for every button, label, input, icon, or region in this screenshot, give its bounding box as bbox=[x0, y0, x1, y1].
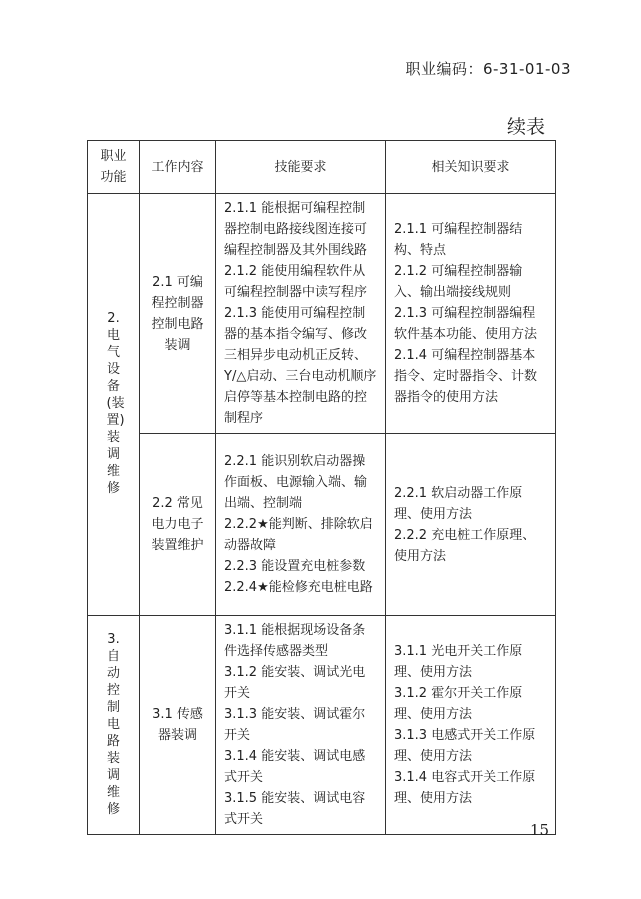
skill-item: 2.2.1 能识别软启动器操作面板、电源输入端、输出端、控制端 bbox=[224, 454, 368, 511]
knowledge-item: 3.1.1 光电开关工作原理、使用方法 bbox=[394, 644, 523, 680]
skills-table bbox=[87, 140, 556, 835]
content-cell: 2.1 可编程控制器控制电路装调 bbox=[140, 194, 216, 434]
page-number: 15 bbox=[530, 821, 550, 839]
function-label: 3. 自动控制电路装调维修 bbox=[106, 631, 120, 817]
knowledge-cell bbox=[386, 434, 556, 616]
header-skills: 技能要求 bbox=[216, 141, 386, 194]
knowledge-item: 2.1.1 可编程控制器结构、特点 bbox=[394, 222, 523, 258]
header-function: 职业功能 bbox=[88, 141, 140, 194]
skill-item: 2.1.3 能使用可编程控制器的基本指令编写、修改三相异步电动机正反转、Y/△启动、三台电动机顺序启停等基本控制电路的控制程序 bbox=[224, 306, 377, 426]
skill-item: 3.1.3 能安装、调试霍尔开关 bbox=[224, 707, 366, 743]
table-row bbox=[88, 616, 556, 835]
skill-item: 3.1.5 能安装、调试电容式开关 bbox=[224, 791, 366, 827]
content-cell: 3.1 传感器装调 bbox=[140, 616, 216, 835]
header-knowledge: 相关知识要求 bbox=[386, 141, 556, 194]
knowledge-item: 3.1.4 电容式开关工作原理、使用方法 bbox=[394, 770, 536, 806]
skill-item: 3.1.4 能安装、调试电感式开关 bbox=[224, 749, 366, 785]
occupation-code: 职业编码：6-31-01-03 bbox=[405, 60, 571, 78]
knowledge-item: 2.2.1 软启动器工作原理、使用方法 bbox=[394, 485, 523, 522]
skills-cell bbox=[216, 616, 386, 835]
knowledge-item: 2.2.2 充电桩工作原理、使用方法 bbox=[394, 527, 536, 564]
knowledge-cell bbox=[386, 616, 556, 835]
function-label: 2. 电气设备(装置)装调维修 bbox=[106, 311, 125, 496]
skill-item: 2.2.3 能设置充电桩参数 bbox=[224, 559, 366, 574]
skills-cell bbox=[216, 434, 386, 616]
knowledge-item: 2.1.3 可编程控制器编程软件基本功能、使用方法 bbox=[394, 306, 538, 342]
skill-item: 2.1.1 能根据可编程控制器控制电路接线图连接可编程控制器及其外围线路 bbox=[224, 201, 368, 258]
content-cell: 2.2 常见电力电子装置维护 bbox=[140, 434, 216, 616]
skill-item: 2.2.2★能判断、排除软启动器故障 bbox=[224, 517, 373, 553]
knowledge-cell bbox=[386, 194, 556, 434]
knowledge-item: 3.1.2 霍尔开关工作原理、使用方法 bbox=[394, 686, 523, 722]
skill-item: 3.1.2 能安装、调试光电开关 bbox=[224, 665, 366, 701]
knowledge-item: 2.1.2 可编程控制器输入、输出端接线规则 bbox=[394, 264, 523, 300]
table-header-row bbox=[88, 141, 556, 194]
table-row bbox=[88, 194, 556, 434]
table-row bbox=[88, 434, 556, 616]
skill-item: 2.2.4★能检修充电桩电路 bbox=[224, 580, 373, 595]
knowledge-item: 2.1.4 可编程控制器基本指令、定时器指令、计数器指令的使用方法 bbox=[394, 348, 538, 405]
knowledge-item: 3.1.3 电感式开关工作原理、使用方法 bbox=[394, 728, 536, 764]
skills-cell bbox=[216, 194, 386, 434]
function-cell bbox=[88, 194, 140, 616]
header-content: 工作内容 bbox=[140, 141, 216, 194]
skill-item: 3.1.1 能根据现场设备条件选择传感器类型 bbox=[224, 623, 366, 659]
skill-item: 2.1.2 能使用编程软件从可编程控制器中读写程序 bbox=[224, 264, 368, 300]
function-cell bbox=[88, 616, 140, 835]
continued-label: 续表 bbox=[506, 116, 545, 138]
